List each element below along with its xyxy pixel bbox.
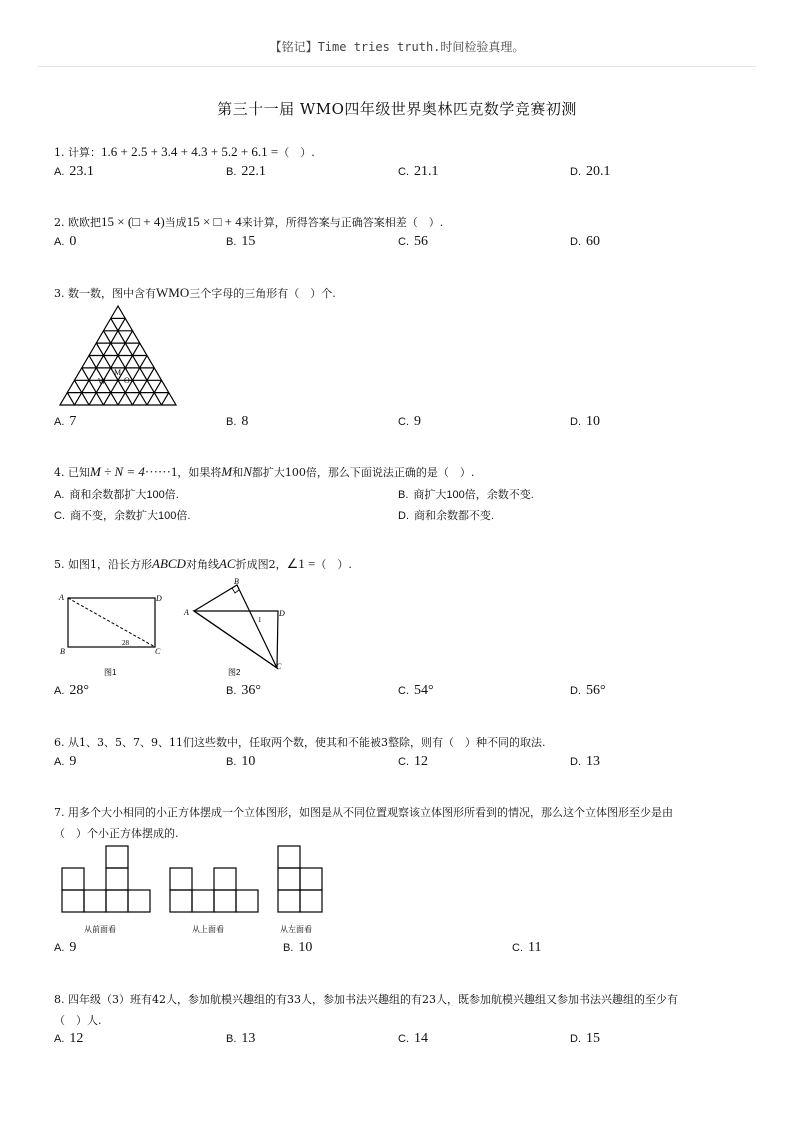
option-label: D. — [570, 236, 581, 248]
option-value: 21.1 — [414, 164, 439, 179]
math-expression: WMO — [156, 285, 190, 300]
question-text: 当成 — [164, 216, 187, 229]
option-a[interactable] — [54, 940, 76, 956]
question-text: 如图1，沿长方形 — [68, 558, 152, 571]
question-text: ，如果将 — [177, 466, 222, 479]
option-value: 13 — [586, 754, 600, 769]
option-label: D. — [398, 510, 409, 522]
question-7-continued — [54, 825, 179, 841]
option-value: 15 — [241, 234, 256, 249]
option-label: D. — [570, 1033, 581, 1045]
option-b[interactable] — [226, 1031, 255, 1047]
option-label: A. — [54, 685, 65, 697]
option-label: C. — [54, 510, 65, 522]
option-value: 商不变，余数扩大100倍. — [70, 510, 191, 522]
option-label: C. — [398, 166, 409, 178]
option-label: A. — [54, 416, 65, 428]
math-remainder: ······1 — [144, 464, 178, 479]
option-value: 13 — [241, 1031, 256, 1046]
vertex-a: A — [184, 608, 189, 617]
question-text: 和 — [232, 466, 244, 479]
option-a[interactable] — [54, 754, 76, 770]
option-a[interactable] — [54, 164, 94, 180]
angle-label: 28 — [122, 639, 129, 647]
question-number: 3. — [54, 287, 65, 300]
question-3 — [54, 285, 336, 301]
math-expression: 1.6 + 2.5 + 3.4 + 4.3 + 5.2 + 6.1 = — [101, 144, 279, 159]
option-b[interactable] — [226, 164, 266, 180]
option-a[interactable] — [54, 1031, 83, 1047]
option-a[interactable] — [54, 683, 89, 699]
option-value: 0 — [69, 234, 77, 249]
option-b[interactable] — [398, 486, 534, 502]
option-value: 9 — [414, 414, 421, 429]
option-label: D. — [570, 416, 581, 428]
question-1 — [54, 144, 315, 160]
question-number: 8. — [54, 993, 65, 1006]
option-value: 54° — [414, 683, 434, 698]
question-text: 四年级（3）班有42人，参加航模兴趣组的有33人，参加书法兴趣组的有23人，既参加航模兴趣组又参加书法兴趣组的至少有 — [68, 993, 678, 1006]
option-label: B. — [226, 236, 237, 248]
question-number: 1. — [54, 146, 65, 159]
figure-caption: 图2 — [228, 668, 241, 677]
option-value: 10 — [586, 414, 600, 429]
option-value: 36° — [241, 683, 262, 698]
right-angle-mark — [232, 588, 239, 593]
option-c[interactable] — [398, 164, 439, 180]
option-label: C. — [398, 1033, 409, 1045]
caption-top-view: 从上面看 — [192, 925, 224, 934]
question-text: 用多个大小相同的小正方体摆成一个立体图形，如图是从不同位置观察该立体图形所看到的情况，那么这个立体图形至少是由 — [68, 806, 673, 819]
question-number: 4. — [54, 466, 65, 479]
option-value: 商和余数都不变. — [414, 510, 495, 522]
option-c[interactable] — [398, 1031, 428, 1047]
math-expression: ∠1 = — [286, 556, 316, 571]
option-value: 20.1 — [586, 164, 611, 179]
option-label: B. — [226, 756, 237, 768]
option-label: A. — [54, 236, 65, 248]
header-divider — [38, 66, 756, 67]
question-text: 折成图2， — [235, 558, 287, 571]
question-text: 来计算，所得答案与正确答案相差（ ）. — [241, 216, 444, 229]
math-variable: M — [221, 464, 233, 479]
option-d[interactable] — [570, 414, 600, 430]
option-label: C. — [398, 236, 409, 248]
question-4 — [54, 464, 474, 480]
option-a[interactable] — [54, 414, 76, 430]
vertex-c: C — [276, 662, 282, 671]
option-b[interactable] — [226, 234, 255, 250]
caption-front-view: 从前面看 — [84, 925, 116, 934]
option-b[interactable] — [226, 414, 248, 430]
triangle-adc — [194, 611, 278, 668]
option-label: B. — [398, 489, 409, 501]
question-number: 2. — [54, 216, 65, 229]
vertex-d: D — [279, 609, 285, 618]
option-d[interactable] — [570, 234, 600, 250]
question-text: 计算： — [68, 146, 101, 159]
label-m: M — [114, 368, 122, 377]
angle-label: 1 — [258, 616, 262, 624]
option-label: C. — [512, 942, 523, 954]
option-d[interactable] — [398, 507, 494, 523]
option-label: B. — [226, 416, 237, 428]
top-view — [170, 868, 258, 912]
option-b[interactable] — [226, 683, 261, 699]
vertex-d: D — [156, 594, 162, 603]
question-number: 5. — [54, 558, 65, 571]
option-c[interactable] — [54, 507, 190, 523]
option-d[interactable] — [570, 164, 611, 180]
question-text: （ ）人. — [54, 1014, 102, 1027]
question-text: 数一数，图中含有 — [68, 287, 156, 300]
label-o: O — [124, 376, 130, 385]
option-d[interactable] — [570, 1031, 600, 1047]
vertex-b: B — [234, 577, 239, 586]
option-value: 12 — [414, 754, 428, 769]
question-text: 都扩大100倍，那么下面说法正确的是（ ）. — [251, 466, 475, 479]
option-c[interactable] — [398, 683, 434, 699]
option-label: A. — [54, 942, 65, 954]
option-b[interactable] — [283, 940, 312, 956]
figure-caption: 图1 — [104, 668, 117, 677]
option-value: 56° — [586, 683, 606, 698]
folded-figure-2 — [182, 574, 292, 678]
front-view — [62, 846, 150, 912]
question-text: （ ）个小正方体摆成的. — [54, 827, 179, 840]
math-variable: ABCD — [152, 556, 186, 571]
option-value: 12 — [69, 1031, 84, 1046]
option-d[interactable] — [570, 754, 600, 770]
option-a[interactable] — [54, 234, 76, 250]
option-value: 8 — [241, 414, 249, 429]
option-value: 7 — [69, 414, 77, 429]
cube-views-figure — [58, 844, 334, 938]
triangle-abc — [194, 585, 277, 668]
option-label: A. — [54, 1033, 65, 1045]
option-label: C. — [398, 756, 409, 768]
option-value: 9 — [69, 940, 77, 955]
question-text: 对角线 — [185, 558, 219, 571]
rectangle-figure-1 — [56, 588, 180, 678]
option-label: D. — [570, 756, 581, 768]
question-number: 6. — [54, 736, 65, 749]
caption-left-view: 从左面看 — [280, 925, 312, 934]
left-view — [278, 846, 322, 912]
triangle-grid-figure — [58, 304, 178, 406]
math-variable: N — [243, 464, 252, 479]
option-c[interactable] — [398, 414, 421, 430]
question-8 — [54, 991, 678, 1007]
math-variable: AC — [218, 556, 236, 571]
option-label: A. — [54, 756, 65, 768]
option-value: 14 — [414, 1031, 428, 1046]
option-label: C. — [398, 685, 409, 697]
vertex-a: A — [59, 593, 64, 602]
option-b[interactable] — [226, 754, 255, 770]
question-text: 欧欧把 — [68, 216, 101, 229]
label-w: W — [98, 377, 106, 386]
question-text: 从1、3、5、7、9、11们这些数中，任取两个数，使其和不能被3整除，则有（ ）种不同的取法. — [68, 736, 546, 749]
option-a[interactable] — [54, 486, 179, 502]
question-text: （ ）. — [278, 146, 315, 159]
option-value: 22.1 — [241, 164, 266, 179]
vertex-c: C — [155, 647, 161, 656]
question-7 — [54, 804, 673, 820]
math-expression: 15 × (□ + 4) — [101, 214, 165, 229]
option-value: 11 — [528, 940, 542, 955]
option-label: A. — [54, 166, 65, 178]
option-value: 15 — [586, 1031, 600, 1046]
question-text: （ ）. — [315, 558, 352, 571]
rectangle-abcd — [68, 598, 155, 647]
option-value: 商扩大100倍，余数不变. — [413, 489, 534, 501]
question-2 — [54, 214, 443, 230]
math-expression: M ÷ N = 4 — [90, 464, 145, 479]
option-d[interactable] — [570, 683, 606, 699]
option-c[interactable] — [512, 940, 541, 956]
option-value: 10 — [241, 754, 256, 769]
math-expression: 15 × □ + 4 — [186, 214, 242, 229]
option-label: C. — [398, 416, 409, 428]
option-label: B. — [283, 942, 294, 954]
option-label: D. — [570, 685, 581, 697]
option-value: 28° — [69, 683, 90, 698]
option-label: D. — [570, 166, 581, 178]
question-5 — [54, 556, 352, 572]
option-value: 23.1 — [69, 164, 94, 179]
option-c[interactable] — [398, 234, 428, 250]
page-header: 【铭记】Time tries truth.时间检验真理。 — [269, 40, 525, 54]
question-6 — [54, 734, 545, 750]
question-text: 三个字母的三角形有（ ）个. — [189, 287, 336, 300]
diagonal-ac — [68, 598, 155, 647]
option-value: 60 — [586, 234, 600, 249]
page-title: 第三十一届 WMO四年级世界奥林匹克数学竞赛初测 — [217, 100, 577, 118]
option-label: B. — [226, 1033, 237, 1045]
question-text: 已知 — [68, 466, 90, 479]
option-label: B. — [226, 166, 237, 178]
option-label: B. — [226, 685, 237, 697]
option-value: 10 — [298, 940, 313, 955]
option-value: 9 — [69, 754, 77, 769]
option-label: A. — [54, 489, 65, 501]
vertex-b: B — [60, 647, 65, 656]
option-value: 56 — [414, 234, 428, 249]
option-c[interactable] — [398, 754, 428, 770]
question-8-continued — [54, 1012, 102, 1028]
question-number: 7. — [54, 806, 65, 819]
option-value: 商和余数都扩大100倍. — [69, 489, 179, 501]
triangle-grid-lines — [60, 306, 176, 405]
